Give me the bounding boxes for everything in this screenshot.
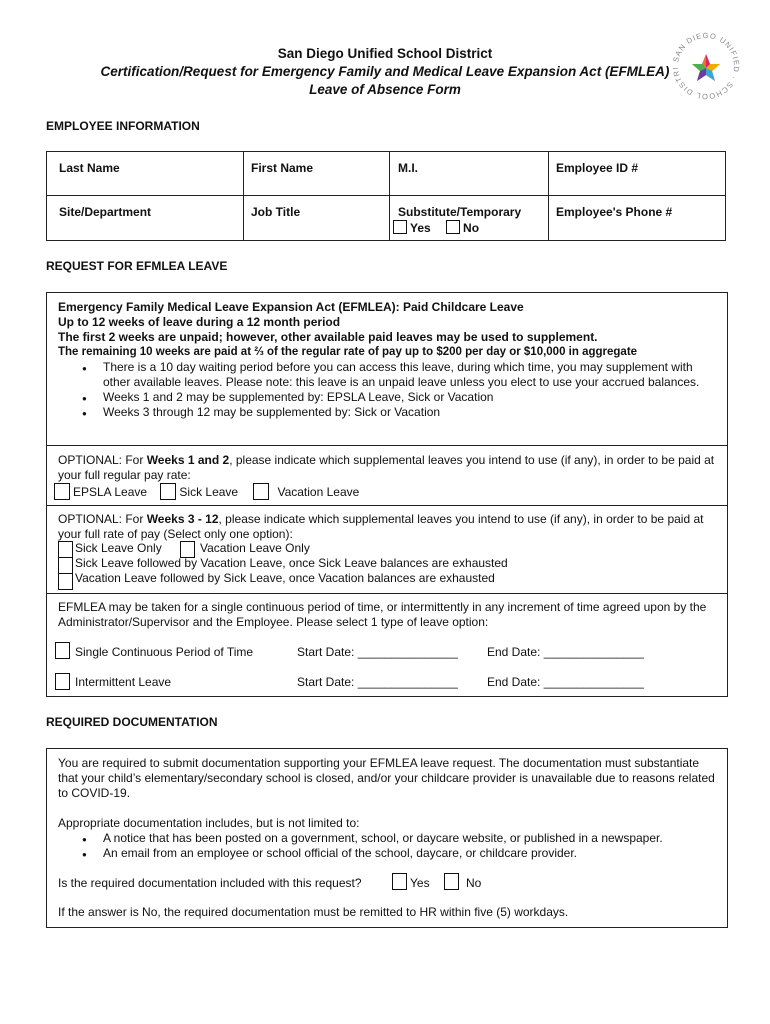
intermittent-checkbox[interactable]	[55, 673, 70, 690]
sick-leave-checkbox[interactable]	[160, 483, 176, 500]
efmlea-line4: The remaining 10 weeks are paid at ⅔ of the regular rate of pay up to $200 per day or $10,000 in aggregate	[58, 346, 638, 358]
substitute-no-label: No	[463, 221, 480, 235]
intermittent-label: Intermittent Leave	[75, 675, 172, 689]
doc-no-checkbox[interactable]	[444, 873, 459, 890]
sick-then-vacation-checkbox[interactable]	[58, 557, 73, 574]
substitute-no-checkbox[interactable]	[446, 220, 460, 234]
opt1-prefix: OPTIONAL: For	[58, 453, 147, 467]
doc-yes-checkbox[interactable]	[392, 873, 407, 890]
opt1-choices	[54, 483, 724, 500]
district-name: San Diego Unified School District	[277, 46, 493, 61]
doc-note: If the answer is No, the required documentation must be remitted to HR within five (5) workdays.	[58, 905, 569, 919]
vacation-leave-checkbox[interactable]	[253, 483, 269, 500]
divider	[46, 505, 728, 506]
opt2-bold: Weeks 3 - 12	[146, 512, 219, 526]
opt1-bold: Weeks 1 and 2	[146, 453, 230, 467]
opt2-prefix: OPTIONAL: For	[58, 512, 147, 526]
form-title: Certification/Request for Emergency Family and Medical Leave Expansion Act (EFMLEA)	[100, 64, 670, 79]
doc-para1: You are required to submit documentation supporting your EFMLEA leave request. The documentation must substantiate that your child’s elementary/secondary school is closed, and/or your childcare provider is unavailable due to reasons related to COVID-19.	[58, 756, 715, 800]
substitute-yes-label: Yes	[410, 221, 431, 235]
section-documentation: REQUIRED DOCUMENTATION	[46, 715, 218, 729]
epsla-leave-label: EPSLA Leave	[73, 485, 148, 499]
divider	[46, 445, 728, 446]
doc-yes-label: Yes	[410, 876, 430, 890]
form-subtitle: Leave of Absence Form	[309, 82, 461, 97]
doc-no-label: No	[466, 876, 482, 890]
vacation-then-sick-checkbox[interactable]	[58, 573, 73, 590]
efmlea-bullet: ● Weeks 3 through 12 may be supplemented by: Sick or Vacation	[58, 405, 722, 420]
efmlea-bullet: ● There is a 10 day waiting period before you can access this leave, during which time, you may supplement with other available leaves. Please note: this leave is an unpaid leave unless you elect to use your accrued balances.	[58, 360, 722, 390]
doc-para2: Appropriate documentation includes, but is not limited to:	[58, 816, 360, 830]
sick-leave-label: Sick Leave	[179, 485, 239, 499]
opt1-rest: , please indicate which supplemental leaves you intend to use (if any), in order to be paid at your full regular pay rate:	[58, 453, 715, 482]
sick-then-vacation-label: Sick Leave followed by Vacation Leave, once Sick Leave balances are exhausted	[75, 556, 508, 570]
leave-period-text: EFMLEA may be taken for a single continuous period of time, or intermittently in any increment of time agreed upon by the Administrator/Supervisor and the Employee. Please select 1 type of leave option:	[58, 600, 707, 629]
opt2-rest: , please indicate which supplemental leaves you intend to use (if any), in order to be paid at your full rate of pay (Select only one option):	[58, 512, 704, 541]
vacation-then-sick-label: Vacation Leave followed by Sick Leave, once Vacation balances are exhausted	[75, 571, 495, 585]
section-request: REQUEST FOR EFMLEA LEAVE	[46, 259, 228, 273]
divider	[46, 593, 728, 594]
efmlea-info-block	[58, 300, 722, 420]
single-continuous-label: Single Continuous Period of Time	[75, 645, 254, 659]
efmlea-line2: Up to 12 weeks of leave during a 12 month period	[58, 315, 341, 329]
efmlea-bullet: ● Weeks 1 and 2 may be supplemented by: EPSLA Leave, Sick or Vacation	[58, 390, 722, 405]
vacation-leave-label: Vacation Leave	[277, 485, 360, 499]
efmlea-line3: The first 2 weeks are unpaid; however, other available paid leaves may be used to supplement.	[58, 330, 598, 344]
district-logo	[668, 28, 744, 104]
optional-weeks-1-2	[58, 453, 722, 483]
mi-label: M.I.	[398, 161, 418, 175]
sick-only-checkbox[interactable]	[58, 541, 73, 558]
single-end-date[interactable]: End Date: _______________	[487, 645, 644, 659]
logo-text: SAN DIEGO UNIFIED · SCHOOL DISTRI	[670, 30, 742, 102]
substitute-temporary-label: Substitute/Temporary	[398, 205, 522, 219]
doc-question: Is the required documentation included with this request?	[58, 876, 362, 890]
substitute-yes-checkbox[interactable]	[393, 220, 407, 234]
doc-bullet: ● A notice that has been posted on a government, school, or daycare website, or published in a newspaper.	[58, 831, 722, 846]
section-employee-info: EMPLOYEE INFORMATION	[46, 119, 200, 133]
employee-id-label: Employee ID #	[556, 161, 639, 175]
employee-info-table	[46, 151, 726, 241]
doc-bullet: ● An email from an employee or school official of the school, daycare, or childcare provider.	[58, 846, 722, 861]
first-name-label: First Name	[251, 161, 314, 175]
sick-only-label: Sick Leave Only	[75, 541, 162, 555]
vacation-only-label: Vacation Leave Only	[200, 541, 310, 555]
single-start-date[interactable]: Start Date: _______________	[297, 645, 458, 659]
last-name-label: Last Name	[59, 161, 120, 175]
intermittent-end-date[interactable]: End Date: _______________	[487, 675, 644, 689]
single-continuous-checkbox[interactable]	[55, 642, 70, 659]
employee-phone-label: Employee's Phone #	[556, 205, 673, 219]
site-department-label: Site/Department	[59, 205, 152, 219]
epsla-leave-checkbox[interactable]	[54, 483, 70, 500]
efmlea-line1: Emergency Family Medical Leave Expansion Act (EFMLEA): Paid Childcare Leave	[58, 300, 524, 314]
doc-para2-block	[58, 816, 722, 861]
optional-weeks-3-12	[58, 512, 722, 542]
job-title-label: Job Title	[251, 205, 301, 219]
intermittent-start-date[interactable]: Start Date: _______________	[297, 675, 458, 689]
